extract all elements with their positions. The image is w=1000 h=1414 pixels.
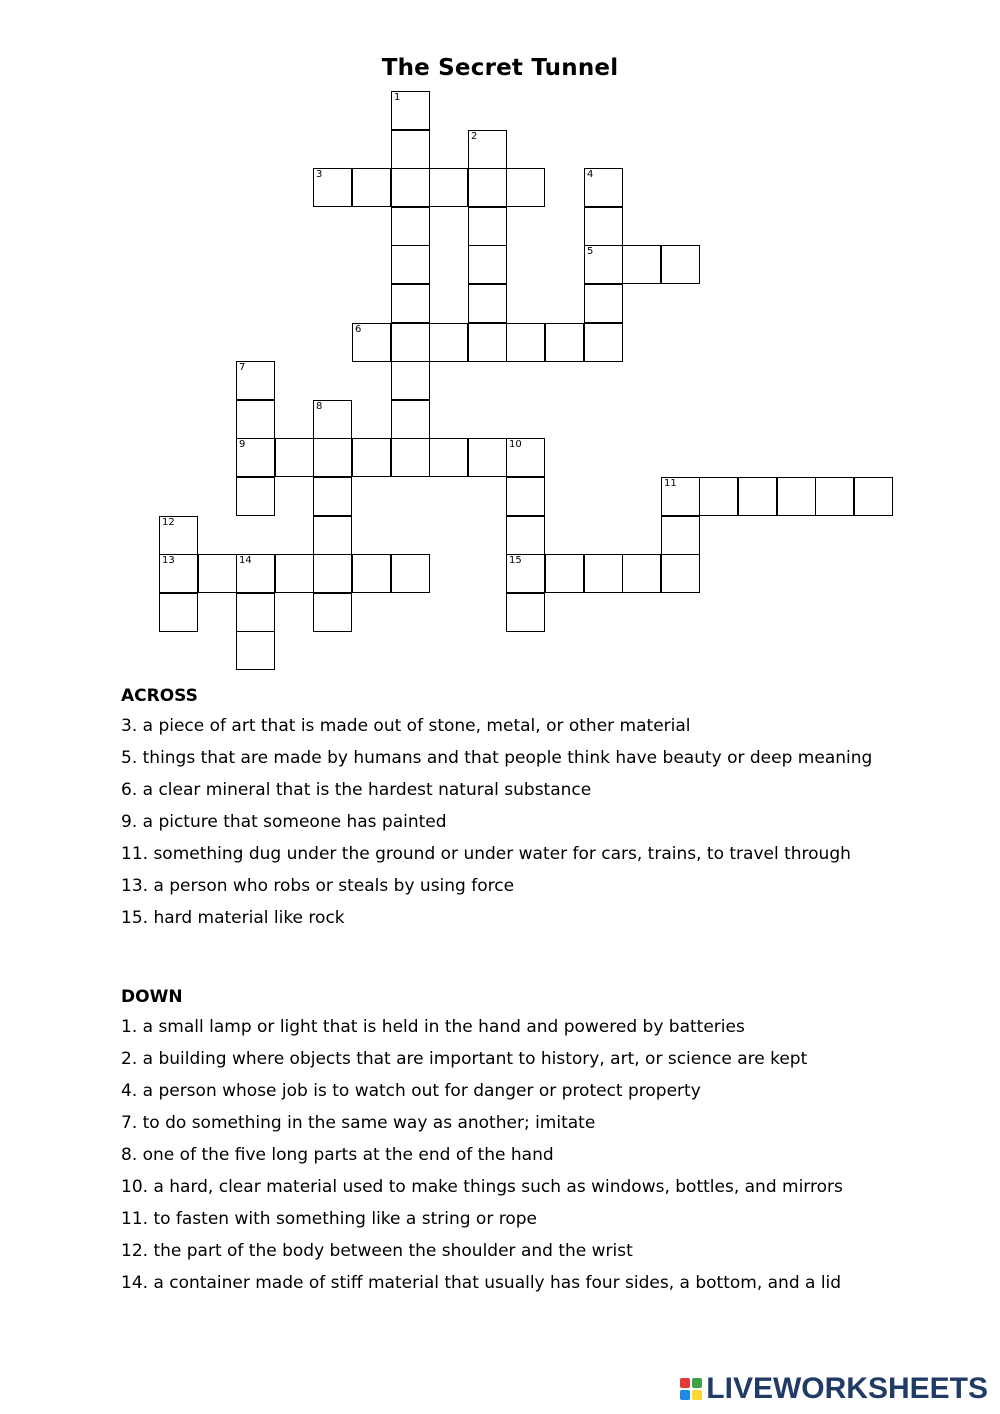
crossword-cell[interactable] bbox=[584, 284, 623, 323]
across-clue: 5. things that are made by humans and that people think have beauty or deep meaning bbox=[121, 748, 873, 768]
crossword-cell[interactable] bbox=[236, 438, 275, 477]
crossword-cell[interactable] bbox=[391, 323, 430, 362]
down-clue: 14. a container made of stiff material that usually has four sides, a bottom, and a lid bbox=[121, 1273, 842, 1293]
crossword-cell[interactable] bbox=[236, 631, 275, 670]
down-clue: 8. one of the five long parts at the end of the hand bbox=[121, 1145, 554, 1165]
crossword-cell[interactable] bbox=[391, 400, 430, 439]
crossword-cell[interactable] bbox=[584, 168, 623, 207]
logo-mark-tile bbox=[680, 1390, 690, 1400]
clue-number: 8 bbox=[316, 401, 323, 412]
logo-mark-tile bbox=[692, 1390, 702, 1400]
crossword-cell[interactable] bbox=[506, 554, 545, 593]
crossword-cell[interactable] bbox=[777, 477, 816, 516]
clue-number: 9 bbox=[239, 439, 246, 450]
crossword-cell[interactable] bbox=[391, 130, 430, 169]
crossword-cell[interactable] bbox=[584, 245, 623, 284]
crossword-cell[interactable] bbox=[391, 361, 430, 400]
crossword-cell[interactable] bbox=[506, 593, 545, 632]
crossword-cell[interactable] bbox=[391, 554, 430, 593]
crossword-cell[interactable] bbox=[159, 516, 198, 555]
crossword-cell[interactable] bbox=[313, 554, 352, 593]
clue-number: 6 bbox=[355, 324, 362, 335]
crossword-cell[interactable] bbox=[391, 168, 430, 207]
crossword-cell[interactable] bbox=[468, 130, 507, 169]
crossword-cell[interactable] bbox=[313, 516, 352, 555]
clue-number: 3 bbox=[316, 169, 323, 180]
down-heading: DOWN bbox=[121, 987, 183, 1007]
across-clue: 6. a clear mineral that is the hardest natural substance bbox=[121, 780, 592, 800]
crossword-cell[interactable] bbox=[584, 207, 623, 246]
clue-number: 10 bbox=[509, 439, 522, 450]
down-clue: 1. a small lamp or light that is held in the hand and powered by batteries bbox=[121, 1017, 745, 1037]
across-clue: 9. a picture that someone has painted bbox=[121, 812, 447, 832]
down-clue: 11. to fasten with something like a string or rope bbox=[121, 1209, 537, 1229]
crossword-cell[interactable] bbox=[391, 91, 430, 130]
crossword-cell[interactable] bbox=[391, 438, 430, 477]
crossword-grid bbox=[0, 0, 1000, 680]
across-clue-list bbox=[121, 713, 941, 937]
across-clue: 3. a piece of art that is made out of stone, metal, or other material bbox=[121, 716, 691, 736]
crossword-cell[interactable] bbox=[506, 323, 545, 362]
down-clue: 10. a hard, clear material used to make things such as windows, bottles, and mirrors bbox=[121, 1177, 843, 1197]
down-clue: 2. a building where objects that are important to history, art, or science are kept bbox=[121, 1049, 808, 1069]
crossword-cell[interactable] bbox=[352, 168, 391, 207]
clue-number: 15 bbox=[509, 555, 522, 566]
crossword-cell[interactable] bbox=[661, 245, 700, 284]
crossword-cell[interactable] bbox=[506, 477, 545, 516]
crossword-cell[interactable] bbox=[699, 477, 738, 516]
crossword-cell[interactable] bbox=[468, 323, 507, 362]
crossword-cell[interactable] bbox=[468, 168, 507, 207]
crossword-cell[interactable] bbox=[622, 554, 661, 593]
crossword-cell[interactable] bbox=[275, 554, 314, 593]
crossword-cell[interactable] bbox=[661, 477, 700, 516]
crossword-cell[interactable] bbox=[352, 323, 391, 362]
crossword-cell[interactable] bbox=[313, 400, 352, 439]
clue-number: 12 bbox=[162, 517, 175, 528]
crossword-cell[interactable] bbox=[236, 554, 275, 593]
worksheet-title: The Secret Tunnel bbox=[381, 55, 619, 81]
clue-number: 4 bbox=[587, 169, 594, 180]
clue-number: 1 bbox=[394, 92, 401, 103]
across-clue: 11. something dug under the ground or under water for cars, trains, to travel through bbox=[121, 844, 851, 864]
across-clue: 13. a person who robs or steals by using force bbox=[121, 876, 515, 896]
crossword-cell[interactable] bbox=[198, 554, 237, 593]
clue-number: 13 bbox=[162, 555, 175, 566]
logo-mark-tile bbox=[692, 1378, 702, 1388]
crossword-cell[interactable] bbox=[429, 168, 468, 207]
crossword-cell[interactable] bbox=[584, 554, 623, 593]
down-clue: 12. the part of the body between the shoulder and the wrist bbox=[121, 1241, 633, 1261]
clue-number: 11 bbox=[664, 478, 677, 489]
down-clue: 7. to do something in the same way as another; imitate bbox=[121, 1113, 596, 1133]
across-clue: 15. hard material like rock bbox=[121, 908, 345, 928]
crossword-cell[interactable] bbox=[275, 438, 314, 477]
crossword-cell[interactable] bbox=[506, 516, 545, 555]
crossword-cell[interactable] bbox=[313, 593, 352, 632]
crossword-cell[interactable] bbox=[429, 323, 468, 362]
across-heading: ACROSS bbox=[121, 686, 198, 706]
crossword-cell[interactable] bbox=[506, 168, 545, 207]
crossword-cell[interactable] bbox=[622, 245, 661, 284]
crossword-cell[interactable] bbox=[468, 284, 507, 323]
crossword-cell[interactable] bbox=[313, 168, 352, 207]
clue-number: 14 bbox=[239, 555, 252, 566]
crossword-cell[interactable] bbox=[236, 593, 275, 632]
crossword-cell[interactable] bbox=[159, 554, 198, 593]
down-clue-list bbox=[121, 1014, 941, 1302]
clue-number: 7 bbox=[239, 362, 246, 373]
crossword-cell[interactable] bbox=[391, 284, 430, 323]
across-section bbox=[121, 683, 941, 937]
crossword-cell[interactable] bbox=[545, 323, 584, 362]
crossword-cell[interactable] bbox=[391, 207, 430, 246]
crossword-cell[interactable] bbox=[738, 477, 777, 516]
logo-mark-icon bbox=[680, 1378, 702, 1400]
crossword-cell[interactable] bbox=[468, 438, 507, 477]
logo-mark-tile bbox=[680, 1378, 690, 1388]
crossword-cell[interactable] bbox=[352, 438, 391, 477]
crossword-cell[interactable] bbox=[236, 477, 275, 516]
crossword-cell[interactable] bbox=[545, 554, 584, 593]
crossword-cell[interactable] bbox=[159, 593, 198, 632]
clue-number: 5 bbox=[587, 246, 594, 257]
liveworksheets-logo bbox=[680, 1372, 988, 1406]
down-section bbox=[121, 984, 941, 1302]
crossword-cell[interactable] bbox=[661, 516, 700, 555]
crossword-cell[interactable] bbox=[236, 361, 275, 400]
crossword-cell[interactable] bbox=[506, 438, 545, 477]
crossword-cell[interactable] bbox=[236, 400, 275, 439]
crossword-cell[interactable] bbox=[468, 207, 507, 246]
crossword-cell[interactable] bbox=[313, 438, 352, 477]
crossword-cell[interactable] bbox=[661, 554, 700, 593]
crossword-cell[interactable] bbox=[429, 438, 468, 477]
crossword-cell[interactable] bbox=[391, 245, 430, 284]
crossword-cell[interactable] bbox=[468, 245, 507, 284]
down-clue: 4. a person whose job is to watch out for danger or protect property bbox=[121, 1081, 701, 1101]
crossword-cell[interactable] bbox=[313, 477, 352, 516]
clue-number: 2 bbox=[471, 131, 478, 142]
logo-text: LIVEWORKSHEETS bbox=[706, 1372, 988, 1405]
crossword-cell[interactable] bbox=[352, 554, 391, 593]
crossword-cell[interactable] bbox=[854, 477, 893, 516]
crossword-cell[interactable] bbox=[584, 323, 623, 362]
crossword-cell[interactable] bbox=[815, 477, 854, 516]
